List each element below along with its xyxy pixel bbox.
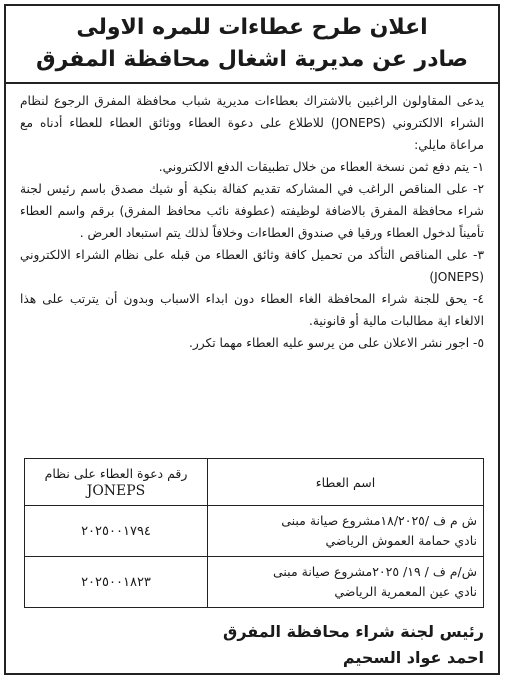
tender-number-cell: ٢٠٢٥٠٠١٨٢٣ (25, 557, 208, 608)
tender-name-line: ش/م ف / ١٩/ ٢٠٢٥مشروع صيانة مبنى (272, 564, 477, 579)
signatory-title: رئيس لجنة شراء محافظة المفرق (223, 622, 484, 641)
header-divider (6, 82, 498, 84)
tender-number-header-label: رقم دعوة العطاء على نظام (44, 465, 188, 481)
announcement-subtitle: صادر عن مديرية اشغال محافظة المفرق (35, 47, 469, 72)
condition-item-2: ٢- على المناقص الراغب في المشاركه تقديم كفالة بنكية أو شيك مصدق باسم رئيس لجنة شراء محافظة المفرق بالاضافة لوظيفته (عطوفة نائب محافظ المفرق) برقم واسم العطاء تأميناً لدخول العطاء ورقيا في صندوق العطاءات وخلافاً لذلك يتم استبعاد العرض . (20, 182, 484, 240)
condition-item-3: ٣- على المناقص التأكد من تحميل كافة وثائق العطاء من قبله على نظام الشراء الالكتروني (JONEPS) (20, 248, 484, 284)
tender-name-line: نادي حمامة العموش الرياضي (325, 533, 477, 548)
table-row (25, 557, 484, 608)
announcement-body (20, 90, 484, 354)
tenders-table (24, 458, 484, 608)
signatory-name: احمد عواد السحيم (342, 648, 484, 667)
tender-name-line: ش م ف /١٨/٢٠٢٥مشروع صيانة مبنى (281, 513, 477, 528)
table-row (25, 506, 484, 557)
tender-number-cell: ٢٠٢٥٠٠١٧٩٤ (25, 506, 208, 557)
intro-paragraph: يدعى المقاولون الراغبين بالاشتراك بعطاءات مديرية شباب محافظة المفرق الرجوع لنظام الشراء الالكتروني (JONEPS) للاطلاع على دعوة العطاء ووثائق العطاء للعطاء أدناه مع مراعاة مايلي: (20, 94, 485, 152)
condition-item-1: ١- يتم دفع ثمن نسخة العطاء من خلال تطبيقات الدفع الالكتروني. (158, 160, 484, 174)
tender-name-header: اسم العطاء (208, 459, 484, 506)
joneps-label: JONEPS (86, 482, 146, 499)
table-header-row (25, 459, 484, 506)
condition-item-4: ٤- يحق للجنة شراء المحافظة الغاء العطاء دون ابداء الاسباب وبدون أن يترتب على هذا الالغاء اية مطالبات مالية أو قانونية. (20, 292, 484, 328)
tender-name-cell (208, 506, 484, 557)
announcement-frame (4, 4, 500, 675)
tender-name-cell (208, 557, 484, 608)
condition-item-5: ٥- اجور نشر الاعلان على من يرسو عليه العطاء مهما تكرر. (189, 336, 484, 350)
tender-name-line: نادي عين المعمرية الرياضي (334, 584, 477, 599)
announcement-title: اعلان طرح عطاءات للمره الاولى (76, 15, 428, 40)
tender-number-header (25, 459, 208, 506)
